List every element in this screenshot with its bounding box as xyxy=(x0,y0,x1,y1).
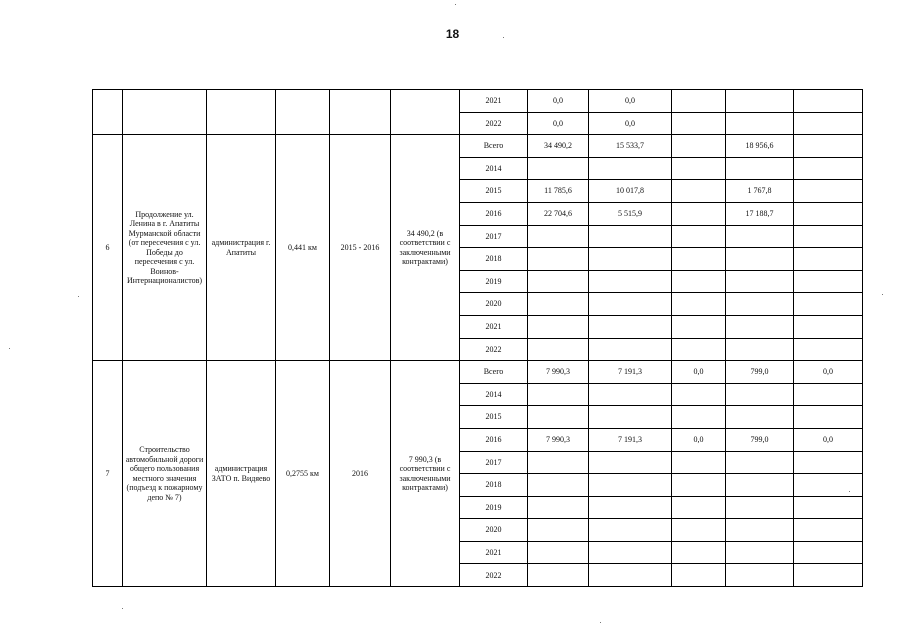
financing-table xyxy=(92,89,863,587)
amount-cell xyxy=(794,270,863,293)
amount-cell xyxy=(672,248,726,271)
amount-cell xyxy=(528,315,589,338)
scan-speck xyxy=(9,348,10,349)
year-cell: 2015 xyxy=(460,406,528,429)
amount-cell: 18 956,6 xyxy=(726,135,794,158)
year-cell: 2021 xyxy=(460,541,528,564)
amount-cell xyxy=(726,338,794,361)
object-length: 0,2755 км xyxy=(276,361,330,587)
table-row xyxy=(93,135,863,158)
amount-cell: 7 191,3 xyxy=(589,361,672,384)
amount-cell xyxy=(528,451,589,474)
amount-cell xyxy=(528,519,589,542)
object-customer: администрация ЗАТО п. Видяево xyxy=(207,361,276,587)
amount-cell xyxy=(589,519,672,542)
year-cell: 2018 xyxy=(460,248,528,271)
amount-cell xyxy=(726,270,794,293)
scan-speck xyxy=(122,608,123,609)
amount-cell: 7 191,3 xyxy=(589,428,672,451)
amount-cell xyxy=(589,383,672,406)
continued-length-cell xyxy=(276,90,330,135)
amount-cell: 11 785,6 xyxy=(528,180,589,203)
amount-cell xyxy=(528,157,589,180)
continued-period-cell xyxy=(330,90,391,135)
amount-cell xyxy=(794,157,863,180)
amount-cell xyxy=(726,496,794,519)
amount-cell: 15 533,7 xyxy=(589,135,672,158)
amount-cell xyxy=(794,496,863,519)
amount-cell xyxy=(672,90,726,113)
object-number: 6 xyxy=(93,135,123,361)
continued-name-cell xyxy=(123,90,207,135)
amount-cell xyxy=(726,406,794,429)
year-cell: 2017 xyxy=(460,451,528,474)
year-cell: 2018 xyxy=(460,474,528,497)
amount-cell xyxy=(528,474,589,497)
amount-cell xyxy=(528,383,589,406)
object-cost: 34 490,2 (в соответствии с заключенными контрактами) xyxy=(391,135,460,361)
amount-cell xyxy=(528,564,589,587)
amount-cell: 0,0 xyxy=(794,361,863,384)
year-cell: 2022 xyxy=(460,338,528,361)
amount-cell: 0,0 xyxy=(528,112,589,135)
amount-cell: 0,0 xyxy=(672,361,726,384)
amount-cell xyxy=(794,519,863,542)
amount-cell xyxy=(672,541,726,564)
year-cell: 2014 xyxy=(460,383,528,406)
amount-cell xyxy=(726,474,794,497)
amount-cell: 0,0 xyxy=(589,112,672,135)
amount-cell xyxy=(726,90,794,113)
amount-cell xyxy=(528,270,589,293)
amount-cell: 7 990,3 xyxy=(528,361,589,384)
amount-cell: 17 188,7 xyxy=(726,202,794,225)
scan-speck xyxy=(849,491,850,492)
year-cell: 2020 xyxy=(460,293,528,316)
amount-cell xyxy=(794,451,863,474)
amount-cell xyxy=(672,519,726,542)
amount-cell xyxy=(726,225,794,248)
amount-cell xyxy=(794,338,863,361)
amount-cell xyxy=(794,202,863,225)
scan-speck xyxy=(600,622,601,623)
object-period: 2016 xyxy=(330,361,391,587)
amount-cell xyxy=(726,112,794,135)
object-name: Продолжение ул. Ленина в г. Апатиты Мурманской области (от пересечения с ул. Победы до пересечения с ул. Воинов-Интернационалистов) xyxy=(123,135,207,361)
amount-cell xyxy=(794,180,863,203)
year-cell: Всего xyxy=(460,135,528,158)
amount-cell xyxy=(794,541,863,564)
amount-cell xyxy=(672,338,726,361)
object-cost: 7 990,3 (в соответствии с заключенными контрактами) xyxy=(391,361,460,587)
amount-cell: 0,0 xyxy=(794,428,863,451)
year-cell: 2014 xyxy=(460,157,528,180)
object-period: 2015 - 2016 xyxy=(330,135,391,361)
amount-cell xyxy=(726,451,794,474)
amount-cell: 0,0 xyxy=(528,90,589,113)
amount-cell xyxy=(589,406,672,429)
amount-cell: 799,0 xyxy=(726,361,794,384)
amount-cell xyxy=(672,225,726,248)
amount-cell xyxy=(589,157,672,180)
object-length: 0,441 км xyxy=(276,135,330,361)
year-cell: Всего xyxy=(460,361,528,384)
continued-cost-cell xyxy=(391,90,460,135)
amount-cell xyxy=(589,248,672,271)
amount-cell xyxy=(589,541,672,564)
amount-cell xyxy=(672,202,726,225)
amount-cell: 0,0 xyxy=(589,90,672,113)
amount-cell xyxy=(726,383,794,406)
amount-cell xyxy=(726,564,794,587)
year-cell: 2021 xyxy=(460,315,528,338)
amount-cell xyxy=(589,474,672,497)
amount-cell xyxy=(672,270,726,293)
amount-cell xyxy=(528,496,589,519)
amount-cell xyxy=(794,564,863,587)
amount-cell: 0,0 xyxy=(672,428,726,451)
amount-cell xyxy=(794,225,863,248)
scan-speck xyxy=(78,296,79,297)
amount-cell xyxy=(672,451,726,474)
amount-cell xyxy=(794,112,863,135)
amount-cell xyxy=(672,135,726,158)
amount-cell xyxy=(794,248,863,271)
object-number: 7 xyxy=(93,361,123,587)
scan-speck xyxy=(503,37,504,38)
amount-cell xyxy=(726,519,794,542)
amount-cell xyxy=(672,157,726,180)
amount-cell: 1 767,8 xyxy=(726,180,794,203)
continued-customer-cell xyxy=(207,90,276,135)
continued-num-cell xyxy=(93,90,123,135)
amount-cell xyxy=(528,293,589,316)
amount-cell xyxy=(672,293,726,316)
year-cell: 2015 xyxy=(460,180,528,203)
amount-cell xyxy=(589,338,672,361)
amount-cell: 799,0 xyxy=(726,428,794,451)
amount-cell xyxy=(589,293,672,316)
year-cell: 2017 xyxy=(460,225,528,248)
amount-cell xyxy=(528,225,589,248)
amount-cell xyxy=(726,315,794,338)
year-cell: 2022 xyxy=(460,564,528,587)
amount-cell xyxy=(589,496,672,519)
amount-cell xyxy=(794,90,863,113)
year-cell: 2016 xyxy=(460,202,528,225)
amount-cell xyxy=(794,293,863,316)
year-cell: 2021 xyxy=(460,90,528,113)
object-name: Строительство автомобильной дороги общего пользования местного значения (подъезд к пожарному депо № 7) xyxy=(123,361,207,587)
amount-cell xyxy=(726,248,794,271)
amount-cell xyxy=(672,496,726,519)
amount-cell xyxy=(672,315,726,338)
amount-cell xyxy=(726,157,794,180)
amount-cell xyxy=(794,474,863,497)
scan-speck xyxy=(455,4,456,5)
object-customer: администрация г. Апатиты xyxy=(207,135,276,361)
amount-cell xyxy=(726,541,794,564)
amount-cell xyxy=(528,338,589,361)
amount-cell xyxy=(672,383,726,406)
amount-cell: 5 515,9 xyxy=(589,202,672,225)
amount-cell xyxy=(794,135,863,158)
table-row xyxy=(93,90,863,113)
year-cell: 2020 xyxy=(460,519,528,542)
amount-cell xyxy=(589,225,672,248)
page-number: 18 xyxy=(445,27,460,41)
scan-speck xyxy=(882,294,883,295)
amount-cell xyxy=(589,270,672,293)
table-row xyxy=(93,361,863,384)
amount-cell xyxy=(794,383,863,406)
amount-cell xyxy=(794,406,863,429)
year-cell: 2022 xyxy=(460,112,528,135)
amount-cell xyxy=(528,406,589,429)
amount-cell xyxy=(672,564,726,587)
amount-cell xyxy=(589,315,672,338)
year-cell: 2019 xyxy=(460,270,528,293)
amount-cell xyxy=(794,315,863,338)
amount-cell xyxy=(528,541,589,564)
amount-cell xyxy=(589,564,672,587)
year-cell: 2016 xyxy=(460,428,528,451)
amount-cell xyxy=(672,112,726,135)
amount-cell xyxy=(672,180,726,203)
amount-cell xyxy=(726,293,794,316)
amount-cell: 34 490,2 xyxy=(528,135,589,158)
amount-cell: 10 017,8 xyxy=(589,180,672,203)
amount-cell xyxy=(672,406,726,429)
amount-cell: 7 990,3 xyxy=(528,428,589,451)
amount-cell: 22 704,6 xyxy=(528,202,589,225)
amount-cell xyxy=(589,451,672,474)
amount-cell xyxy=(672,474,726,497)
amount-cell xyxy=(528,248,589,271)
year-cell: 2019 xyxy=(460,496,528,519)
